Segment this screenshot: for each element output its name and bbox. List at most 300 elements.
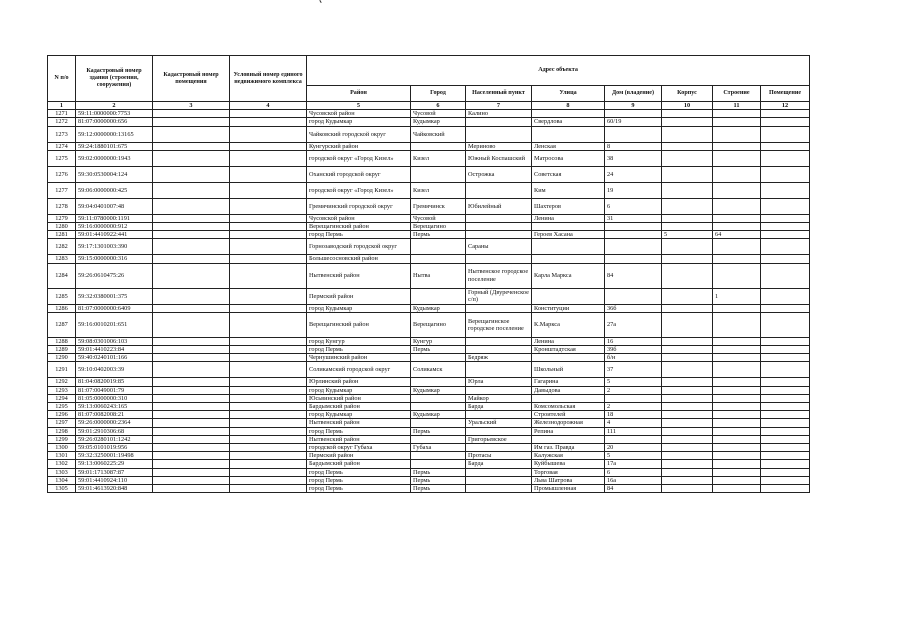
cell-room-cadastral-number [153,452,230,460]
cell-building [713,354,761,362]
column-number-row [48,102,810,110]
cell-district: городской округ Губаха [307,444,411,452]
cell-city [411,255,466,263]
cell-house [605,231,662,239]
cell-locality [466,411,532,419]
cell-district: Чернушинский район [307,354,411,362]
table-row [48,304,810,312]
cell-street: Льва Шатрова [532,476,605,484]
cell-building [713,378,761,386]
cell-house: 38 [605,150,662,166]
cell-city: Пермь [411,485,466,493]
header-cadastral-building: Кадастровый номер здания (строения, сооружения) [76,56,153,102]
cell-locality [466,468,532,476]
cell-korpus [662,110,713,118]
table-row [48,263,810,288]
cell-korpus: 5 [662,231,713,239]
cell-room [761,166,810,182]
cell-city [411,354,466,362]
cell-district: Бардымский район [307,460,411,468]
cell-cadastral-number: 59:11:0780000:1191 [76,214,153,222]
table-row [48,435,810,443]
cell-district: Чайковский городской округ [307,126,411,142]
cell-cadastral-number: 59:05:0101019:956 [76,444,153,452]
cell-house [605,288,662,304]
cell-conditional-number [230,166,307,182]
cell-building [713,118,761,126]
cell-street: Строителей [532,411,605,419]
cell-city [411,142,466,150]
cell-room-cadastral-number [153,476,230,484]
table-row [48,239,810,255]
cell-cadastral-number: 81:07:0082008:21 [76,411,153,419]
cell-house: 31 [605,214,662,222]
cell-locality [466,182,532,198]
cell-row-number: 1271 [48,110,76,118]
cell-room [761,485,810,493]
cell-locality [466,126,532,142]
cell-cadastral-number: 59:12:0000000:13165 [76,126,153,142]
cell-house: 111 [605,427,662,435]
cell-korpus [662,255,713,263]
cell-house: 39б [605,346,662,354]
cell-house: 18 [605,411,662,419]
cell-room [761,476,810,484]
cell-house: 17а [605,460,662,468]
column-number: 6 [411,102,466,110]
column-number: 9 [605,102,662,110]
cell-room [761,444,810,452]
cell-district: город Пермь [307,468,411,476]
cell-room [761,346,810,354]
cell-korpus [662,427,713,435]
cell-korpus [662,444,713,452]
cell-row-number: 1291 [48,362,76,378]
cell-room [761,304,810,312]
cell-building [713,419,761,427]
cell-city: Пермь [411,231,466,239]
cell-city: Чусовой [411,110,466,118]
cell-korpus [662,182,713,198]
cell-conditional-number [230,419,307,427]
cell-building [713,182,761,198]
column-number: 8 [532,102,605,110]
cell-district: Горнозаводский городской округ [307,239,411,255]
cell-conditional-number [230,182,307,198]
cell-street [532,288,605,304]
cell-row-number: 1282 [48,239,76,255]
cell-building [713,166,761,182]
cell-korpus [662,214,713,222]
cell-district: город Кудымкар [307,411,411,419]
scan-mark [318,0,324,3]
cell-korpus [662,166,713,182]
cell-street [532,110,605,118]
cell-building [713,394,761,402]
cell-conditional-number [230,263,307,288]
cell-house: 60/19 [605,118,662,126]
cell-district: Юсьвинский район [307,394,411,402]
cell-district: Гремячинский городской округ [307,198,411,214]
cell-building [713,239,761,255]
cell-korpus [662,239,713,255]
cell-district: город Пермь [307,346,411,354]
cell-city [411,394,466,402]
cell-room-cadastral-number [153,337,230,345]
cell-city [411,452,466,460]
cell-city: Губаха [411,444,466,452]
cell-korpus [662,468,713,476]
cell-cadastral-number: 59:26:0280101:1242 [76,435,153,443]
cell-locality [466,444,532,452]
cell-city: Пермь [411,346,466,354]
cell-room [761,142,810,150]
cell-cadastral-number: 59:26:0000000:2364 [76,419,153,427]
cell-street: Комсомольская [532,403,605,411]
cell-row-number: 1274 [48,142,76,150]
table-row [48,346,810,354]
cell-conditional-number [230,126,307,142]
cell-conditional-number [230,337,307,345]
cell-district: городской округ «Город Кизел» [307,150,411,166]
cell-city: Кудымкар [411,386,466,394]
cell-korpus [662,263,713,288]
cell-room [761,419,810,427]
cell-district: Соликамский городской округ [307,362,411,378]
cell-room-cadastral-number [153,419,230,427]
cell-room [761,231,810,239]
cell-building [713,198,761,214]
cell-building [713,411,761,419]
cell-locality [466,485,532,493]
cell-room-cadastral-number [153,288,230,304]
header-street: Улица [532,86,605,102]
cell-room-cadastral-number [153,182,230,198]
cell-conditional-number [230,110,307,118]
cell-room-cadastral-number [153,378,230,386]
cell-korpus [662,198,713,214]
cell-locality [466,214,532,222]
table-row [48,337,810,345]
table-row [48,126,810,142]
cell-city [411,378,466,386]
cell-locality: Барда [466,460,532,468]
cell-city: Верещагино [411,223,466,231]
cell-cadastral-number: 59:01:4410924:110 [76,476,153,484]
cell-locality [466,337,532,345]
cell-building [713,346,761,354]
cell-conditional-number [230,403,307,411]
cell-row-number: 1286 [48,304,76,312]
cell-conditional-number [230,435,307,443]
cell-room-cadastral-number [153,485,230,493]
cell-building [713,150,761,166]
cell-row-number: 1296 [48,411,76,419]
cell-cadastral-number: 59:01:4410223:84 [76,346,153,354]
cell-row-number: 1298 [48,427,76,435]
cell-cadastral-number: 59:13:0060243:165 [76,403,153,411]
cell-korpus [662,403,713,411]
table-row [48,476,810,484]
header-conditional-number: Условный номер единого недвижимого комплекса [230,56,307,102]
table-row [48,460,810,468]
cell-street: Давыдова [532,386,605,394]
cell-room-cadastral-number [153,427,230,435]
cell-street: Карла Маркса [532,263,605,288]
cell-conditional-number [230,386,307,394]
cell-cadastral-number: 81:07:0000000:6409 [76,304,153,312]
cell-city [411,239,466,255]
column-number: 11 [713,102,761,110]
cell-row-number: 1290 [48,354,76,362]
cell-locality [466,231,532,239]
cell-conditional-number [230,485,307,493]
cell-cadastral-number: 81:07:0049001:79 [76,386,153,394]
cell-conditional-number [230,150,307,166]
cell-korpus [662,118,713,126]
cell-building [713,337,761,345]
table-row [48,403,810,411]
cell-city: Чайковский [411,126,466,142]
cell-city [411,288,466,304]
table-row [48,362,810,378]
cell-room-cadastral-number [153,231,230,239]
cell-street [532,126,605,142]
cell-locality: Григорьевское [466,435,532,443]
cell-row-number: 1292 [48,378,76,386]
cell-conditional-number [230,304,307,312]
cell-room [761,460,810,468]
table-row [48,231,810,239]
cell-row-number: 1273 [48,126,76,142]
cell-locality: Барда [466,403,532,411]
cell-locality [466,118,532,126]
cell-building [713,435,761,443]
header-address: Адрес объекта [307,56,810,86]
cell-room [761,182,810,198]
cell-street: Им газ. Правда [532,444,605,452]
cell-korpus [662,223,713,231]
cell-row-number: 1294 [48,394,76,402]
column-number: 3 [153,102,230,110]
cell-house: 16а [605,476,662,484]
cell-conditional-number [230,354,307,362]
cell-locality: Юрла [466,378,532,386]
cell-street: Шахтеров [532,198,605,214]
cell-room [761,239,810,255]
cell-cadastral-number: 59:30:0530004:124 [76,166,153,182]
cell-house: 84 [605,485,662,493]
cell-room-cadastral-number [153,304,230,312]
cell-district: Нытвенский район [307,263,411,288]
cell-street: Свердлова [532,118,605,126]
cell-house [605,435,662,443]
cell-street: Матросова [532,150,605,166]
cell-row-number: 1281 [48,231,76,239]
cell-room [761,263,810,288]
cell-city: Нытва [411,263,466,288]
table-row [48,354,810,362]
cell-room [761,337,810,345]
cell-room [761,118,810,126]
header-house: Дом (владение) [605,86,662,102]
cell-house: 5 [605,378,662,386]
cell-building [713,223,761,231]
cell-row-number: 1272 [48,118,76,126]
cell-room-cadastral-number [153,166,230,182]
cell-conditional-number [230,378,307,386]
cell-house: 6 [605,468,662,476]
cell-locality [466,362,532,378]
cell-cadastral-number: 59:04:0401007:48 [76,198,153,214]
cell-city: Кунгур [411,337,466,345]
cell-street: Советская [532,166,605,182]
cell-district: городской округ «Город Кизел» [307,182,411,198]
cell-locality: Южный Коспашский [466,150,532,166]
cell-room [761,198,810,214]
cell-room [761,354,810,362]
cell-conditional-number [230,239,307,255]
cell-row-number: 1283 [48,255,76,263]
cell-district: Чусовской район [307,214,411,222]
cell-building [713,312,761,337]
cell-korpus [662,150,713,166]
cell-district: город Кудымкар [307,118,411,126]
cell-conditional-number [230,460,307,468]
cell-house [605,223,662,231]
cell-district: Пермский район [307,288,411,304]
cell-conditional-number [230,312,307,337]
cell-room [761,312,810,337]
cell-row-number: 1288 [48,337,76,345]
cell-city: Чусовой [411,214,466,222]
cell-district: город Кунгур [307,337,411,345]
cell-district: город Кудымкар [307,304,411,312]
cell-building [713,460,761,468]
cell-korpus [662,337,713,345]
cell-room [761,110,810,118]
cell-conditional-number [230,198,307,214]
cell-city: Кудымкар [411,304,466,312]
cell-cadastral-number: 59:26:0610475:26 [76,263,153,288]
table-row [48,255,810,263]
cell-locality [466,255,532,263]
cell-city: Пермь [411,476,466,484]
cell-building [713,304,761,312]
cell-district: Юрлинский район [307,378,411,386]
cell-district: город Пермь [307,476,411,484]
cell-korpus [662,288,713,304]
cell-house: 2 [605,403,662,411]
cell-street [532,354,605,362]
cell-cadastral-number: 59:01:1713087:87 [76,468,153,476]
cell-locality: Острожка [466,166,532,182]
cell-district: Чусовской район [307,110,411,118]
cell-room-cadastral-number [153,118,230,126]
cell-locality: Юбилейный [466,198,532,214]
cell-house: 2 [605,386,662,394]
cell-locality: Нытвенское городское поселение [466,263,532,288]
cell-district: Нытвенский район [307,435,411,443]
cell-row-number: 1284 [48,263,76,288]
header-n: N п/о [48,56,76,102]
header-locality: Населенный пункт [466,86,532,102]
cell-district: Большесосновский район [307,255,411,263]
cell-room-cadastral-number [153,150,230,166]
header-city: Город [411,86,466,102]
cell-cadastral-number: 59:16:0000000:912 [76,223,153,231]
cell-korpus [662,354,713,362]
cell-conditional-number [230,476,307,484]
cell-building [713,255,761,263]
cell-room [761,411,810,419]
cell-building [713,110,761,118]
cell-korpus [662,312,713,337]
registry-table-wrap [47,55,809,493]
table-row [48,444,810,452]
cell-locality: Сараны [466,239,532,255]
cell-building [713,476,761,484]
cell-korpus [662,386,713,394]
cell-locality [466,427,532,435]
header-room: Помещение [761,86,810,102]
cell-street [532,435,605,443]
cell-district: Верещагинский район [307,223,411,231]
column-number: 2 [76,102,153,110]
header-building: Строение [713,86,761,102]
cell-room [761,255,810,263]
cell-house: 27а [605,312,662,337]
cell-building [713,126,761,142]
cell-city [411,403,466,411]
cell-korpus [662,142,713,150]
cell-room-cadastral-number [153,346,230,354]
cell-conditional-number [230,346,307,354]
cell-korpus [662,411,713,419]
cell-room [761,223,810,231]
cell-cadastral-number: 59:01:4613920:848 [76,485,153,493]
cell-street: Ленина [532,214,605,222]
cell-street [532,239,605,255]
cell-house: 6 [605,198,662,214]
cell-cadastral-number: 59:15:0000000:316 [76,255,153,263]
table-row [48,452,810,460]
table-row [48,166,810,182]
table-row [48,142,810,150]
cell-building [713,427,761,435]
table-row [48,150,810,166]
cell-cadastral-number: 59:32:0380001:375 [76,288,153,304]
cell-locality: Протасы [466,452,532,460]
cell-row-number: 1277 [48,182,76,198]
cell-conditional-number [230,231,307,239]
table-row [48,419,810,427]
cell-room [761,427,810,435]
cell-house [605,255,662,263]
cell-row-number: 1287 [48,312,76,337]
cell-korpus [662,419,713,427]
cell-korpus [662,452,713,460]
cell-locality: Горный (Двуреченское с/п) [466,288,532,304]
cell-cadastral-number: 59:40:0240101:166 [76,354,153,362]
cell-conditional-number [230,288,307,304]
cell-room-cadastral-number [153,386,230,394]
cell-street: Репина [532,427,605,435]
cell-house: 16 [605,337,662,345]
cell-room-cadastral-number [153,214,230,222]
cell-conditional-number [230,444,307,452]
header-district: Район [307,86,411,102]
